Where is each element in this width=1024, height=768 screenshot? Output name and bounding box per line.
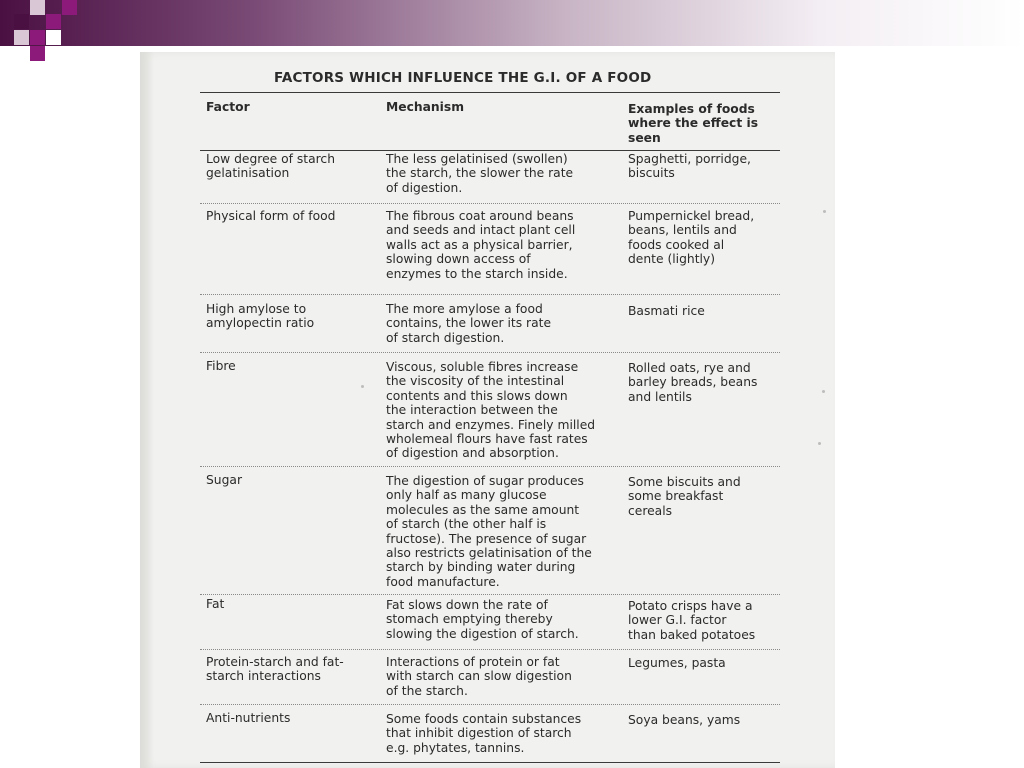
row-factor <box>206 152 378 181</box>
text-line: wholemeal flours have fast rates <box>386 432 588 447</box>
decor-square <box>30 30 45 45</box>
decor-square <box>46 30 61 45</box>
text-line: the starch, the slower the rate <box>386 166 574 181</box>
row-examples <box>628 209 788 267</box>
text-line: Fat slows down the rate of <box>386 598 548 612</box>
header-mechanism: Mechanism <box>386 100 465 114</box>
text-line: The digestion of sugar produces <box>386 474 584 488</box>
row-mechanism <box>386 474 622 589</box>
text-line: Soya beans, yams <box>628 713 741 727</box>
text-line: contains, the lower its rate <box>386 316 552 331</box>
text-line: of digestion and absorption. <box>386 446 559 461</box>
scan-speck <box>818 442 821 445</box>
row-mechanism <box>386 302 622 345</box>
row-divider <box>200 704 780 705</box>
decor-square <box>30 46 45 61</box>
text-line: only half as many glucose <box>386 488 547 503</box>
scanned-table-page <box>140 52 835 768</box>
row-examples <box>628 304 788 318</box>
row-mechanism <box>386 152 622 195</box>
text-line: slowing the digestion of starch. <box>386 626 579 641</box>
decor-square <box>46 14 61 29</box>
text-line: Fibre <box>206 359 236 373</box>
decor-square <box>14 30 29 45</box>
table-bottom-rule <box>200 762 780 763</box>
text-line: fructose). The presence of sugar <box>386 531 587 546</box>
text-line: amylopectin ratio <box>206 316 315 331</box>
row-factor <box>206 302 378 331</box>
text-line: Some biscuits and <box>628 475 741 489</box>
text-line: that inhibit digestion of starch <box>386 726 572 741</box>
table-top-rule <box>200 92 780 93</box>
text-line: lower G.I. factor <box>628 613 727 628</box>
header-bottom-rule <box>200 150 780 151</box>
text-line: starch and enzymes. Finely milled <box>386 417 596 432</box>
row-mechanism <box>386 712 622 755</box>
header-examples-line: where the effect is <box>628 116 759 131</box>
row-mechanism <box>386 598 622 641</box>
row-divider <box>200 594 780 595</box>
row-mechanism <box>386 655 622 698</box>
header-examples-line: Examples of foods <box>628 102 755 116</box>
text-line: slowing down access of <box>386 252 531 267</box>
row-examples <box>628 656 788 670</box>
text-line: High amylose to <box>206 302 307 316</box>
text-line: dente (lightly) <box>628 252 716 267</box>
text-line: Physical form of food <box>206 209 336 223</box>
header-examples <box>628 102 788 145</box>
text-line: of the starch. <box>386 683 468 698</box>
text-line: Protein-starch and fat- <box>206 655 344 669</box>
text-line: Legumes, pasta <box>628 656 726 670</box>
page-edge-shadow <box>140 52 154 768</box>
scan-speck <box>361 385 364 388</box>
text-line: barley breads, beans <box>628 375 758 390</box>
row-factor <box>206 711 378 725</box>
text-line: The less gelatinised (swollen) <box>386 152 568 166</box>
text-line: molecules as the same amount <box>386 502 580 517</box>
row-examples <box>628 361 788 404</box>
slide-header-bar <box>0 0 1024 46</box>
header-factor: Factor <box>206 100 250 114</box>
text-line: The fibrous coat around beans <box>386 209 574 223</box>
row-divider <box>200 352 780 353</box>
text-line: than baked potatoes <box>628 627 756 642</box>
text-line: the viscosity of the intestinal <box>386 374 565 389</box>
row-examples <box>628 152 788 181</box>
text-line: walls act as a physical barrier, <box>386 237 573 252</box>
row-factor <box>206 359 378 373</box>
text-line: food manufacture. <box>386 574 500 589</box>
text-line: foods cooked al <box>628 237 725 252</box>
text-line: starch by binding water during <box>386 560 576 575</box>
row-examples <box>628 475 788 518</box>
row-divider <box>200 466 780 467</box>
row-examples <box>628 599 788 642</box>
text-line: Interactions of protein or fat <box>386 655 560 669</box>
text-line: of starch digestion. <box>386 330 505 345</box>
text-line: with starch can slow digestion <box>386 669 572 684</box>
row-examples <box>628 713 788 727</box>
row-divider <box>200 294 780 295</box>
text-line: e.g. phytates, tannins. <box>386 740 525 755</box>
text-line: of digestion. <box>386 180 463 195</box>
text-line: contents and this slows down <box>386 388 568 403</box>
text-line: Basmati rice <box>628 304 705 318</box>
row-factor <box>206 473 378 487</box>
text-line: The more amylose a food <box>386 302 543 316</box>
text-line: biscuits <box>628 166 675 181</box>
row-mechanism <box>386 360 622 461</box>
text-line: some breakfast <box>628 489 724 504</box>
header-examples-line: seen <box>628 130 661 145</box>
text-line: Potato crisps have a <box>628 599 753 613</box>
row-divider <box>200 203 780 204</box>
decor-square <box>30 0 45 15</box>
scan-speck <box>822 390 825 393</box>
text-line: beans, lentils and <box>628 223 737 238</box>
row-mechanism <box>386 209 622 281</box>
text-line: the interaction between the <box>386 403 558 418</box>
text-line: Pumpernickel bread, <box>628 209 755 223</box>
table-title: FACTORS WHICH INFLUENCE THE G.I. OF A FOOD <box>274 70 652 86</box>
text-line: and lentils <box>628 389 692 404</box>
text-line: Sugar <box>206 473 242 487</box>
text-line: starch interactions <box>206 669 321 684</box>
text-line: of starch (the other half is <box>386 517 547 532</box>
text-line: Low degree of starch <box>206 152 335 166</box>
text-line: and seeds and intact plant cell <box>386 223 576 238</box>
text-line: Anti-nutrients <box>206 711 291 725</box>
text-line: Rolled oats, rye and <box>628 361 751 375</box>
row-divider <box>200 649 780 650</box>
row-factor <box>206 209 378 223</box>
decor-square <box>14 14 29 29</box>
text-line: enzymes to the starch inside. <box>386 266 568 281</box>
text-line: Spaghetti, porridge, <box>628 152 751 166</box>
text-line: gelatinisation <box>206 166 290 181</box>
decor-square <box>62 0 77 15</box>
row-factor <box>206 597 378 611</box>
text-line: Some foods contain substances <box>386 712 582 726</box>
text-line: also restricts gelatinisation of the <box>386 546 592 561</box>
scan-speck <box>823 210 826 213</box>
text-line: Viscous, soluble fibres increase <box>386 360 579 374</box>
text-line: stomach emptying thereby <box>386 612 553 627</box>
text-line: cereals <box>628 503 673 518</box>
row-factor <box>206 655 378 684</box>
text-line: Fat <box>206 597 225 611</box>
